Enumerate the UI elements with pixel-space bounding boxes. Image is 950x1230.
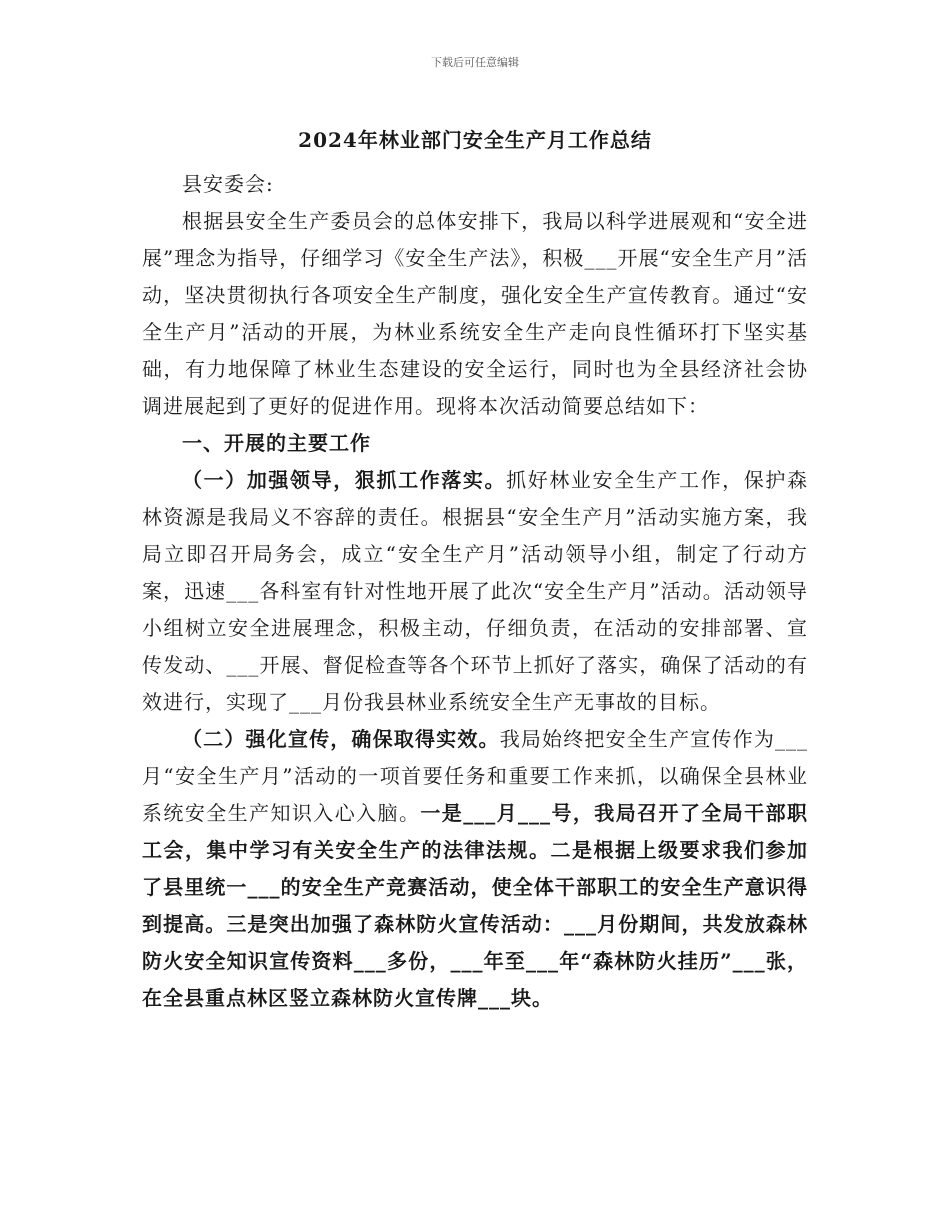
document-body [142,166,808,1017]
item-paragraph-1 [142,462,808,721]
item-body-2-bold: 一是___月___号，我局召开了全局干部职工会，集中学习有关安全生产的法律法规。二是根据上级要求我们参加了县里统一___的安全生产竞赛活动，使全体干部职工的安全生产意识得到提高。三是突出加强了森林防火宣传活动：___月份期间，共发放森林防火安全知识宣传资料___多份，___年至___年“森林防火挂历”___张，在全县重点林区竖立森林防火宣传牌___块。 [142,801,809,1010]
item-heading-1: （一）加强领导，狠抓工作落实。 [182,468,507,492]
document-title: 2024年林业部门安全生产月工作总结 [298,128,652,152]
item-body-2: 我局始终把安全生产宣传作为___月“安全生产月”活动的一项首要任务和重要工作来抓，以确保全县林业系统安全生产知识入心入脑。 [142,727,809,825]
item-heading-2: （二）强化宣传，确保取得实效。 [182,727,500,751]
item-body-1: 抓好林业安全生产工作，保护森林资源是我局义不容辞的责任。根据县“安全生产月”活动实施方案，我局立即召开局务会，成立“安全生产月”活动领导小组，制定了行动方案，迅速___各科室有针对性地开展了此次“安全生产月”活动。活动领导小组树立安全进展理念，积极主动，仔细负责，在活动的安排部署、宣传发动、___开展、督促检查等各个环节上抓好了落实，确保了活动的有效进行，实现了___月份我县林业系统安全生产无事故的目标。 [142,468,809,714]
page-header-note: 下载后可任意编辑 [431,56,519,69]
intro-paragraph: 根据县安全生产委员会的总体安排下，我局以科学进展观和“安全进展”理念为指导，仔细学习《安全生产法》，积极___开展“安全生产月”活动，坚决贯彻执行各项安全生产制度，强化安全生产宣传教育。通过“安全生产月”活动的开展，为林业系统安全生产走向良性循环打下坚实基础，有力地保障了林业生态建设的安全运行，同时也为全县经济社会协调进展起到了更好的促进作用。现将本次活动简要总结如下： [142,209,808,418]
section-heading: 一、开展的主要工作 [182,431,371,455]
item-paragraph-2 [142,721,808,1017]
salutation: 县安委会: [182,172,274,196]
